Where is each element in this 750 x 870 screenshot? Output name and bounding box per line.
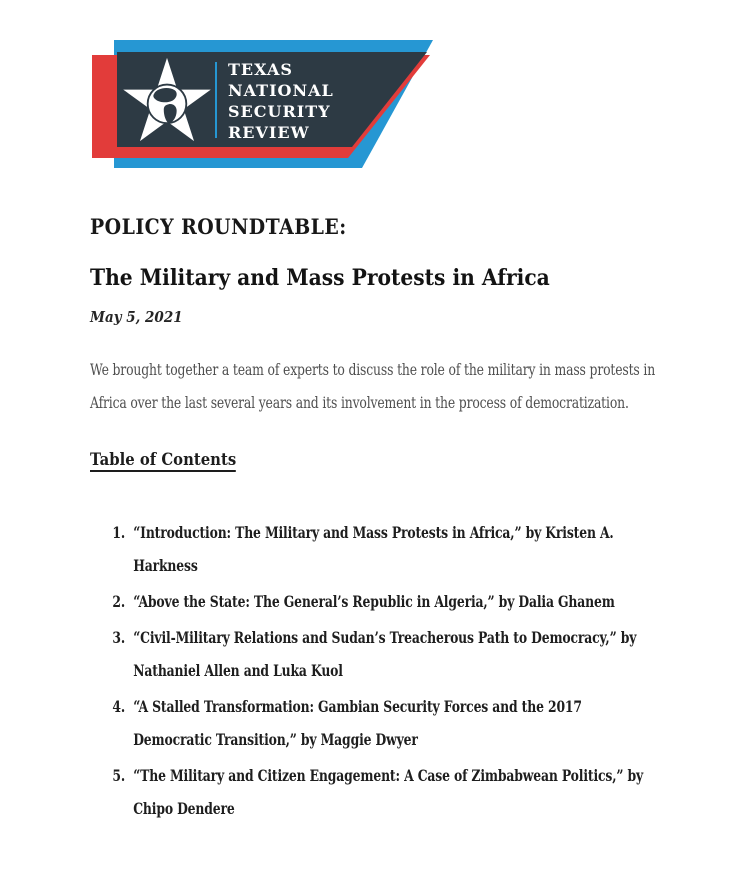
tnsr-logo xyxy=(90,40,435,168)
publication-date: May 5, 2021 xyxy=(90,308,183,326)
logo-wordmark-line: NATIONAL xyxy=(228,81,334,100)
toc-item xyxy=(90,516,660,582)
toc-item-number: 1. xyxy=(112,523,126,542)
article-content xyxy=(90,214,670,828)
logo-wordmark-line: SECURITY xyxy=(228,102,331,121)
toc-item-text: “Introduction: The Military and Mass Protests in Africa,” by Kristen A. Harkness xyxy=(133,523,614,575)
toc-item-number: 5. xyxy=(112,766,126,785)
star-globe-icon xyxy=(121,56,213,148)
toc-item-number: 2. xyxy=(112,592,126,611)
toc-item-number: 4. xyxy=(112,697,126,716)
toc-item xyxy=(90,585,660,618)
toc-item xyxy=(90,690,660,756)
logo-wordmark-line: TEXAS xyxy=(228,60,293,79)
logo-wordmark-line: REVIEW xyxy=(228,123,310,142)
toc-item-text: “Above the State: The General’s Republic in Algeria,” by Dalia Ghanem xyxy=(133,592,615,611)
toc-item xyxy=(90,759,660,825)
toc-item-text: “The Military and Citizen Engagement: A Case of Zimbabwean Politics,” by Chipo Dendere xyxy=(133,766,644,818)
intro-paragraph: We brought together a team of experts to discuss the role of the military in mass protests in Africa over the last several years and its involvement in the process of democratization. xyxy=(90,361,656,412)
roundtable-kicker: POLICY ROUNDTABLE: xyxy=(90,214,347,239)
toc-item-text: “Civil-Military Relations and Sudan’s Treacherous Path to Democracy,” by Nathaniel Allen and Luka Kuol xyxy=(133,628,637,680)
table-of-contents-list xyxy=(90,516,660,825)
logo-wordmark xyxy=(228,59,334,143)
toc-item xyxy=(90,621,660,687)
toc-heading: Table of Contents xyxy=(90,450,236,472)
logo-divider-line xyxy=(215,62,217,138)
toc-item-text: “A Stalled Transformation: Gambian Security Forces and the 2017 Democratic Transition,” by Maggie Dwyer xyxy=(133,697,582,749)
page-title: The Military and Mass Protests in Africa xyxy=(90,265,550,291)
toc-item-number: 3. xyxy=(112,628,126,647)
